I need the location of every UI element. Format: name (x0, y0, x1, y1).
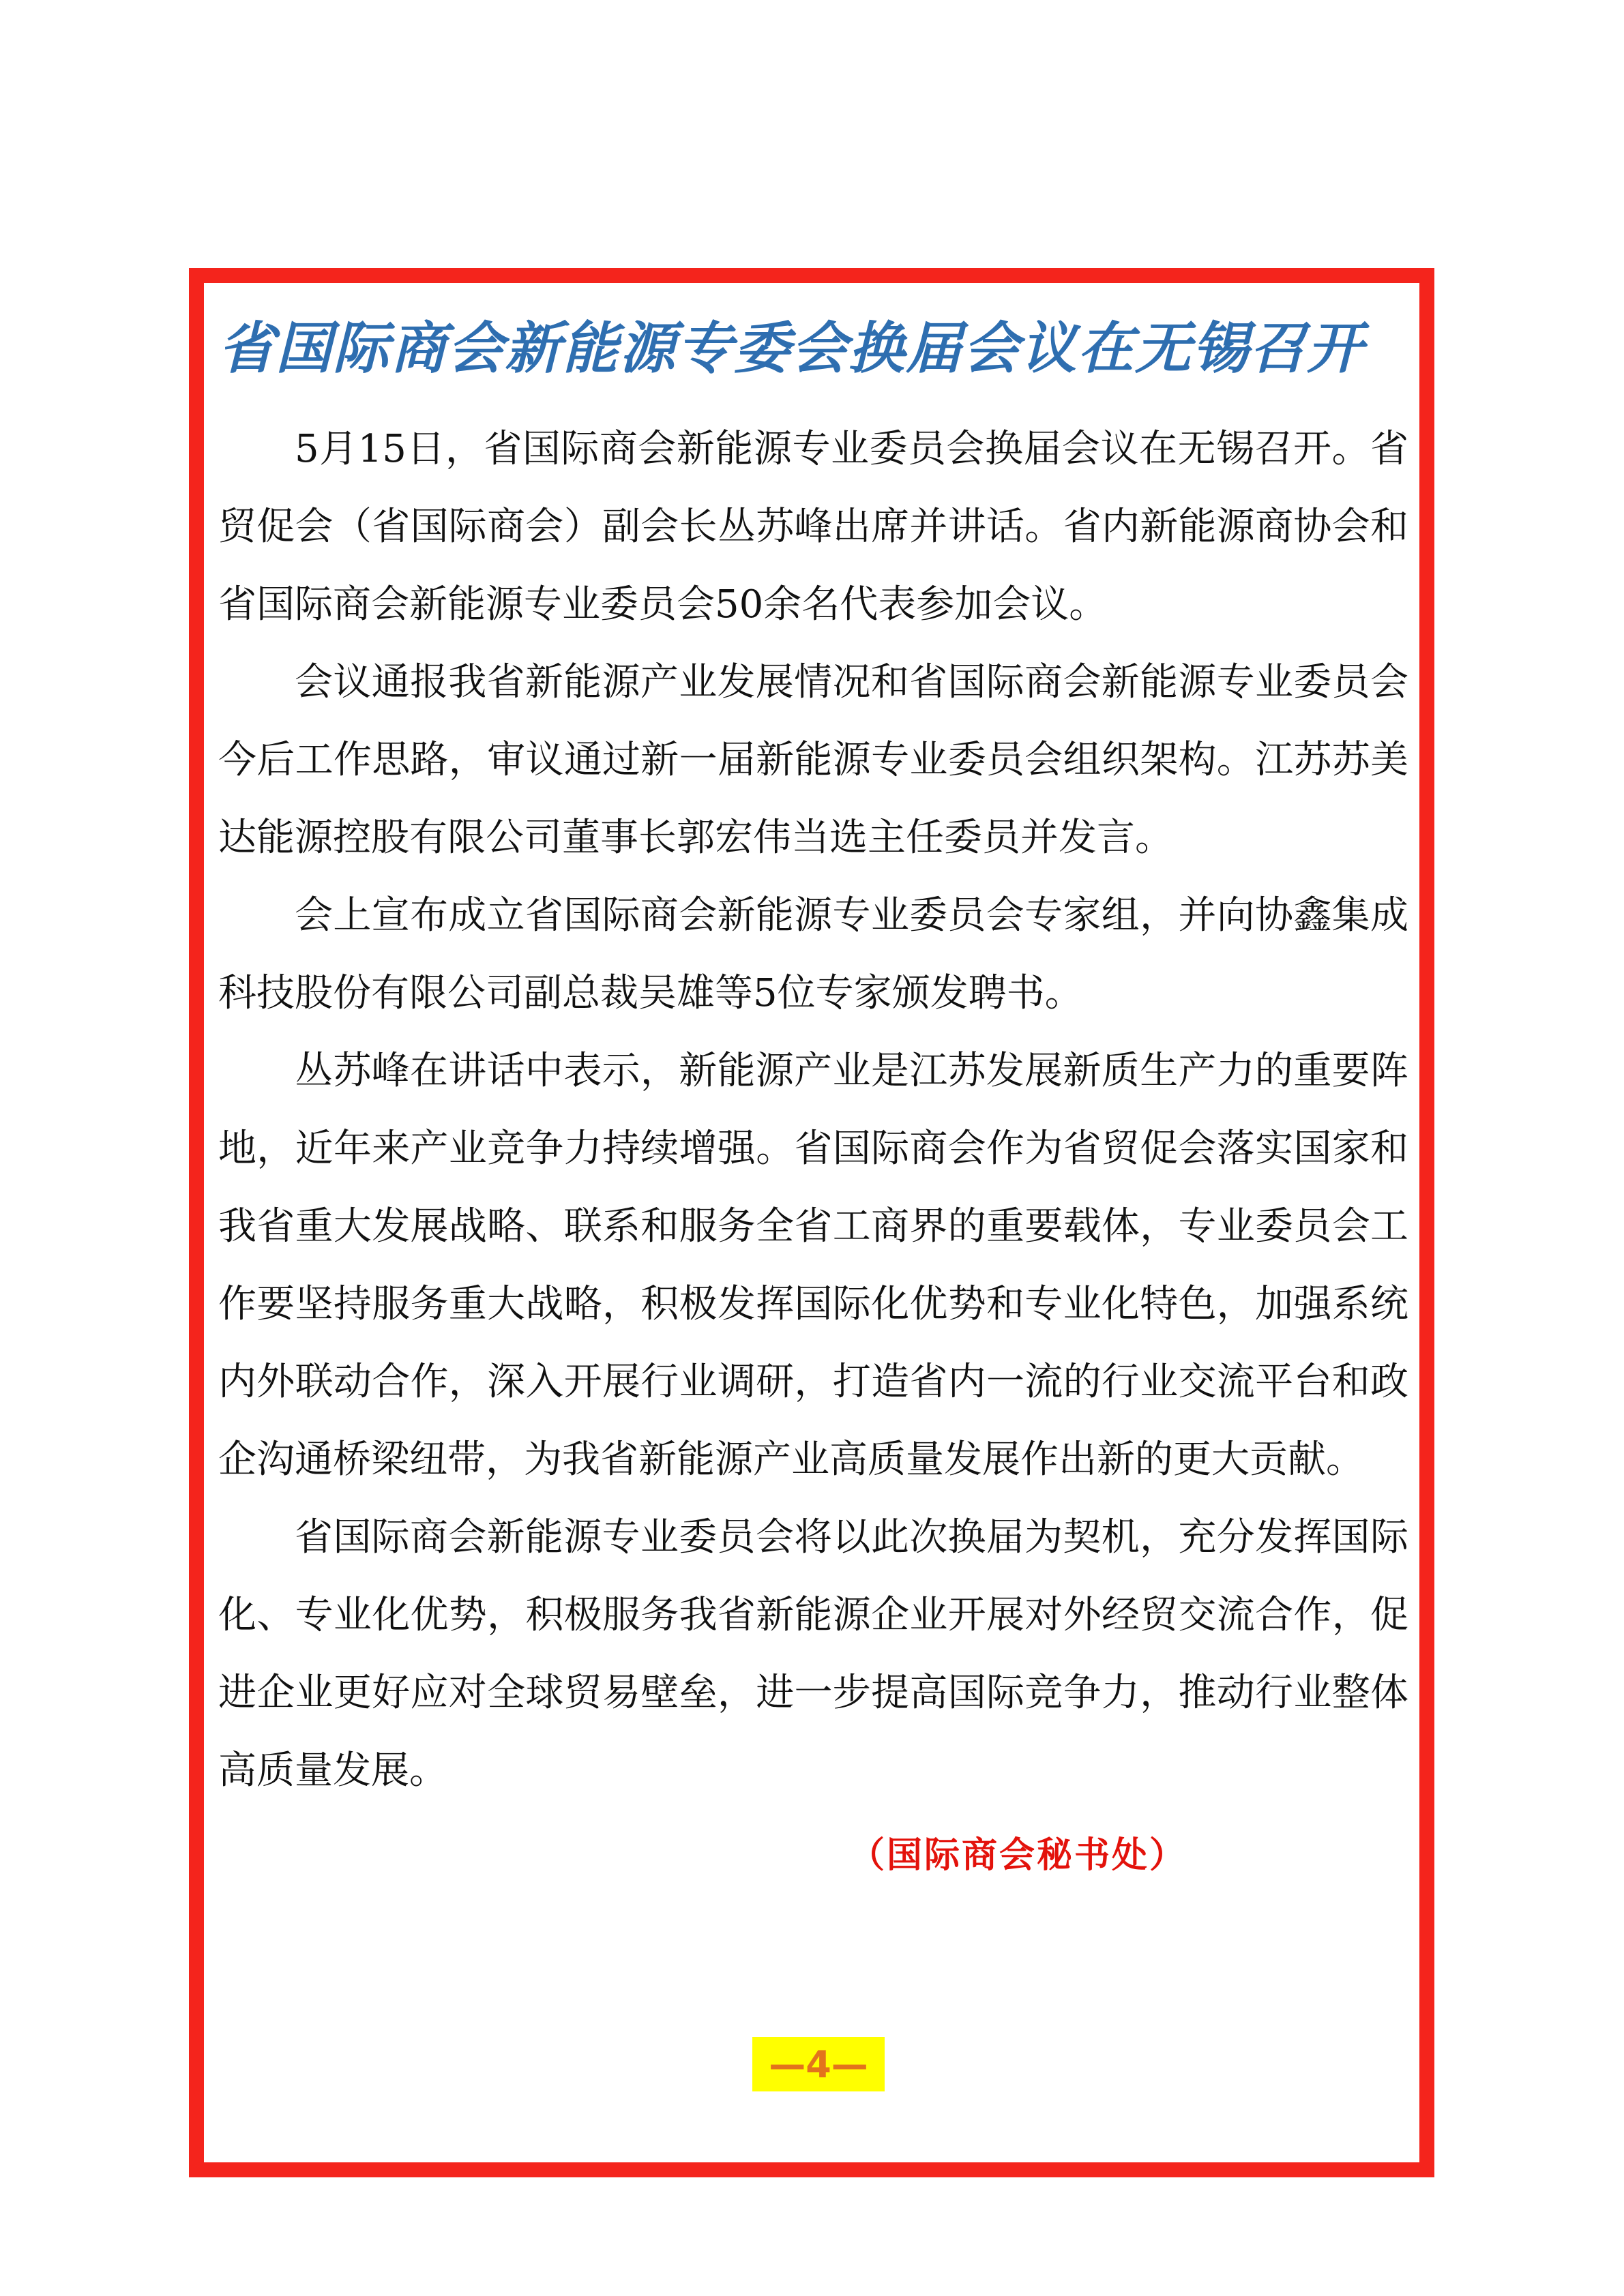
paragraph: 会上宣布成立省国际商会新能源专业委员会专家组，并向协鑫集成科技股份有限公司副总裁吴雄等5位专家颁发聘书。 (218, 893, 1408, 1015)
page-number: —4— (752, 2037, 885, 2091)
article-body (218, 411, 1408, 1810)
article-source: （国际商会秘书处） (849, 1835, 1187, 1876)
paragraph: 会议通报我省新能源产业发展情况和省国际商会新能源专业委员会今后工作思路，审议通过新一届新能源专业委员会组织架构。江苏苏美达能源控股有限公司董事长郭宏伟当选主任委员并发言。 (218, 660, 1408, 860)
article-title: 省国际商会新能源专委会换届会议在无锡召开 (218, 316, 1364, 381)
paragraph: 丛苏峰在讲话中表示，新能源产业是江苏发展新质生产力的重要阵地，近年来产业竞争力持续增强。省国际商会作为省贸促会落实国家和我省重大发展战略、联系和服务全省工商界的重要载体，专业委员会工作要坚持服务重大战略，积极发挥国际化优势和专业化特色，加强系统内外联动合作，深入开展行业调研，打造省内一流的行业交流平台和政企沟通桥梁纽带，为我省新能源产业高质量发展作出新的更大贡献。 (218, 1049, 1408, 1482)
paragraph: 5月15日，省国际商会新能源专业委员会换届会议在无锡召开。省贸促会（省国际商会）副会长丛苏峰出席并讲话。省内新能源商协会和省国际商会新能源专业委员会50余名代表参加会议。 (218, 427, 1408, 627)
paragraph: 省国际商会新能源专业委员会将以此次换届为契机，充分发挥国际化、专业化优势，积极服务我省新能源企业开展对外经贸交流合作，促进企业更好应对全球贸易壁垒，进一步提高国际竞争力，推动行业整体高质量发展。 (218, 1515, 1408, 1793)
